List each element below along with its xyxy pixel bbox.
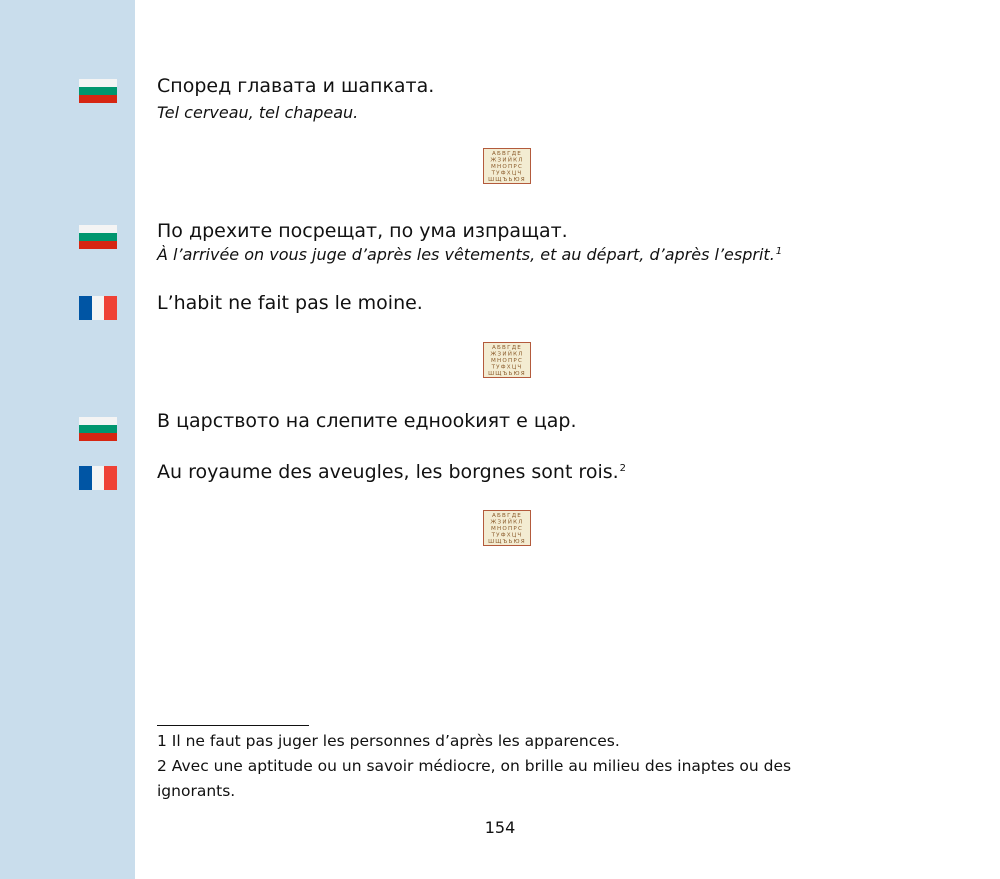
proverb-bulgarian: По дрехите посрещат, по ума изпращат. bbox=[157, 220, 568, 242]
proverb-french: Au royaume des aveugles, les borgnes sont rois.$^2$ bbox=[157, 461, 627, 483]
svg-text:МНОПРС: МНОПРС bbox=[490, 164, 524, 170]
proverb-translation: Tel cerveau, tel chapeau. bbox=[157, 103, 359, 122]
proverb-translation: À l’arrivée on vous juge d’après les vêtements, et au départ, d’après l’esprit.$^1$ bbox=[157, 245, 783, 264]
footnote-separator bbox=[157, 725, 309, 726]
bulgaria-flag-icon bbox=[79, 417, 117, 441]
bulgaria-flag-icon bbox=[79, 79, 117, 103]
svg-text:ШЩЪЬЮЯ: ШЩЪЬЮЯ bbox=[488, 176, 526, 183]
proverb-bulgarian: Според главата и шапката. bbox=[157, 75, 435, 97]
svg-text:ШЩЪЬЮЯ: ШЩЪЬЮЯ bbox=[488, 538, 526, 545]
svg-text:ТУФХЦЧ: ТУФХЦЧ bbox=[491, 364, 523, 371]
cyrillic-alphabet-tile-icon bbox=[483, 342, 531, 378]
cyrillic-alphabet-tile-icon bbox=[483, 510, 531, 546]
svg-text:МНОПРС: МНОПРС bbox=[490, 526, 524, 532]
svg-text:ТУФХЦЧ: ТУФХЦЧ bbox=[491, 532, 523, 539]
svg-text:АБВГДЕ: АБВГДЕ bbox=[491, 345, 523, 352]
proverb-bulgarian: В царството на слепите еднookият е цар. bbox=[157, 410, 577, 432]
svg-text:АБВГДЕ: АБВГДЕ bbox=[491, 513, 523, 520]
footnote-marker: 1 bbox=[775, 245, 783, 257]
france-flag-icon bbox=[79, 466, 117, 490]
svg-text:ЖЗИЙКЛ: ЖЗИЙКЛ bbox=[490, 157, 524, 164]
svg-text:ЖЗИЙКЛ: ЖЗИЙКЛ bbox=[490, 519, 524, 526]
svg-text:ТУФХЦЧ: ТУФХЦЧ bbox=[491, 170, 523, 177]
svg-text:МНОПРС: МНОПРС bbox=[490, 358, 524, 364]
svg-text:ЖЗИЙКЛ: ЖЗИЙКЛ bbox=[490, 351, 524, 358]
footnote-1: 1 Il ne faut pas juger les personnes d’après les apparences. bbox=[157, 732, 620, 750]
bulgaria-flag-icon bbox=[79, 225, 117, 249]
france-flag-icon bbox=[79, 296, 117, 320]
proverb-french: L’habit ne fait pas le moine. bbox=[157, 292, 423, 314]
svg-text:ШЩЪЬЮЯ: ШЩЪЬЮЯ bbox=[488, 370, 526, 377]
page-number: 154 bbox=[484, 818, 516, 837]
footnote-marker: 2 bbox=[619, 462, 627, 474]
cyrillic-alphabet-tile-icon bbox=[483, 148, 531, 184]
svg-text:АБВГДЕ: АБВГДЕ bbox=[491, 151, 523, 158]
footnote-2: 2 Avec une aptitude ou un savoir médiocre, on brille au milieu des inaptes ou des ignorants. bbox=[157, 757, 792, 800]
